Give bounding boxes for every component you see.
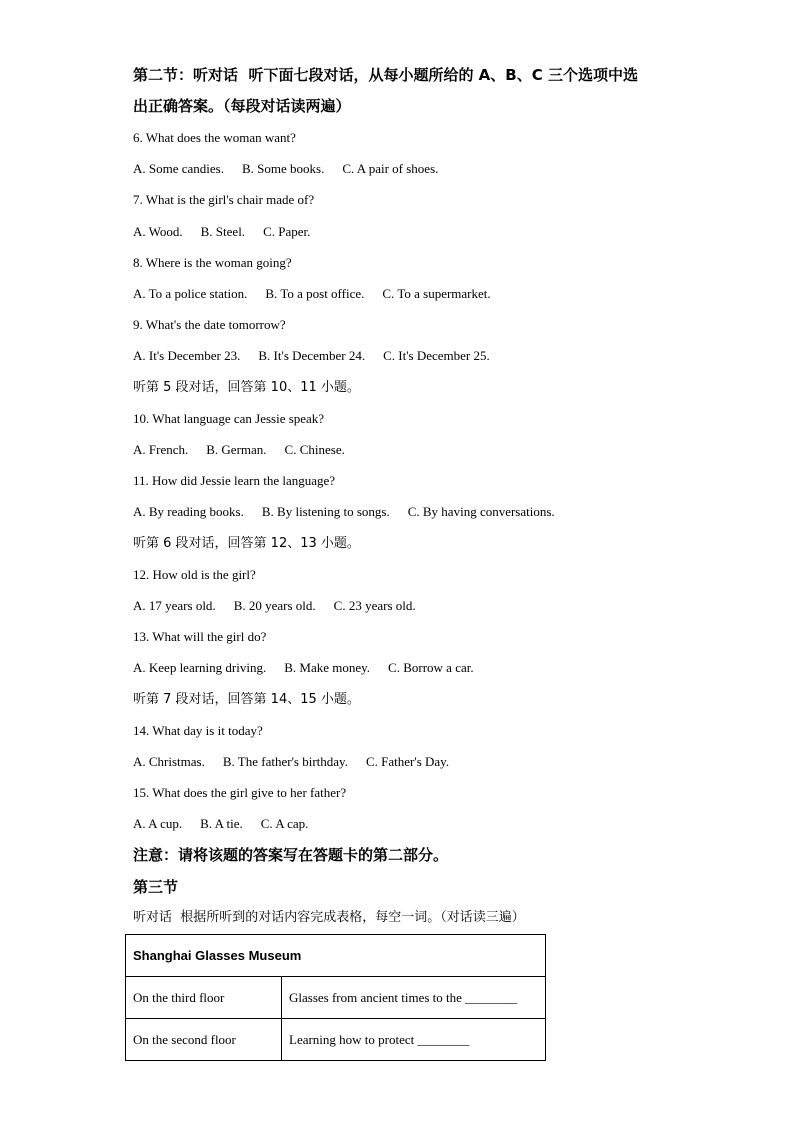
option-c: C. To a supermarket. — [382, 286, 491, 301]
option-c: C. Paper. — [263, 224, 311, 239]
option-a: A. Keep learning driving. — [133, 660, 267, 675]
options-row — [133, 441, 345, 459]
table-row — [126, 1019, 546, 1061]
option-c: C. It's December 25. — [383, 348, 490, 363]
table-cell: Glasses from ancient times to the ________ — [282, 977, 546, 1019]
dialogue-note: 听第 6 段对话，回答第 12、13 小题。 — [133, 536, 360, 551]
section-three-instruction: 听对话 根据所听到的对话内容完成表格，每空一词。（对话读三遍） — [133, 910, 525, 925]
option-c: C. By having conversations. — [407, 504, 555, 519]
option-c: C. A pair of shoes. — [342, 161, 439, 176]
question-text: 12. How old is the girl? — [133, 567, 256, 582]
table-title: Shanghai Glasses Museum — [126, 935, 546, 977]
option-a: A. Christmas. — [133, 754, 205, 769]
question-text: 11. How did Jessie learn the language? — [133, 473, 336, 488]
question-text: 15. What does the girl give to her father? — [133, 785, 347, 800]
question-text: 7. What is the girl's chair made of? — [133, 192, 315, 207]
option-c: C. A cap. — [260, 816, 309, 831]
question-text: 8. Where is the woman going? — [133, 255, 292, 270]
option-b: B. The father's birthday. — [222, 754, 348, 769]
option-a: A. It's December 23. — [133, 348, 241, 363]
option-a: A. Some candies. — [133, 161, 224, 176]
table-cell: On the second floor — [126, 1019, 282, 1061]
option-a: A. 17 years old. — [133, 598, 216, 613]
options-row — [133, 347, 490, 365]
option-b: B. German. — [206, 442, 267, 457]
question-text: 13. What will the girl do? — [133, 629, 267, 644]
question-text: 14. What day is it today? — [133, 723, 263, 738]
table-cell: Learning how to protect ________ — [282, 1019, 546, 1061]
option-b: B. By listening to songs. — [261, 504, 390, 519]
options-row — [133, 659, 474, 677]
options-row — [133, 815, 308, 833]
options-row — [133, 597, 416, 615]
option-b: B. Some books. — [241, 161, 325, 176]
table-cell: On the third floor — [126, 977, 282, 1019]
option-c: C. Chinese. — [284, 442, 345, 457]
table-row — [126, 977, 546, 1019]
section-heading: 第二节：听对话 听下面七段对话，从每小题所给的 A、B、C 三个选项中选 — [133, 66, 638, 84]
option-b: B. It's December 24. — [258, 348, 366, 363]
option-c: C. Borrow a car. — [388, 660, 474, 675]
option-b: B. A tie. — [200, 816, 243, 831]
option-b: B. To a post office. — [265, 286, 365, 301]
options-row — [133, 285, 491, 303]
question-text: 6. What does the woman want? — [133, 130, 296, 145]
question-text: 10. What language can Jessie speak? — [133, 411, 325, 426]
question-text: 9. What's the date tomorrow? — [133, 317, 286, 332]
options-row — [133, 753, 449, 771]
options-row — [133, 223, 310, 241]
option-a: A. By reading books. — [133, 504, 244, 519]
option-c: C. Father's Day. — [365, 754, 450, 769]
option-c: C. 23 years old. — [333, 598, 416, 613]
option-a: A. A cup. — [133, 816, 183, 831]
museum-table — [125, 934, 546, 1061]
options-row — [133, 160, 438, 178]
notice: 注意：请将该题的答案写在答题卡的第二部分。 — [133, 846, 449, 864]
table-header-row — [126, 935, 546, 977]
option-a: A. French. — [133, 442, 189, 457]
section-heading-cont: 出正确答案。（每段对话读两遍） — [133, 97, 351, 115]
option-b: B. Steel. — [200, 224, 246, 239]
options-row — [133, 503, 555, 521]
section-three-heading: 第三节 — [133, 878, 179, 896]
option-b: B. 20 years old. — [233, 598, 316, 613]
dialogue-note: 听第 5 段对话，回答第 10、11 小题。 — [133, 380, 360, 395]
option-b: B. Make money. — [284, 660, 371, 675]
option-a: A. Wood. — [133, 224, 183, 239]
dialogue-note: 听第 7 段对话，回答第 14、15 小题。 — [133, 692, 360, 707]
option-a: A. To a police station. — [133, 286, 248, 301]
